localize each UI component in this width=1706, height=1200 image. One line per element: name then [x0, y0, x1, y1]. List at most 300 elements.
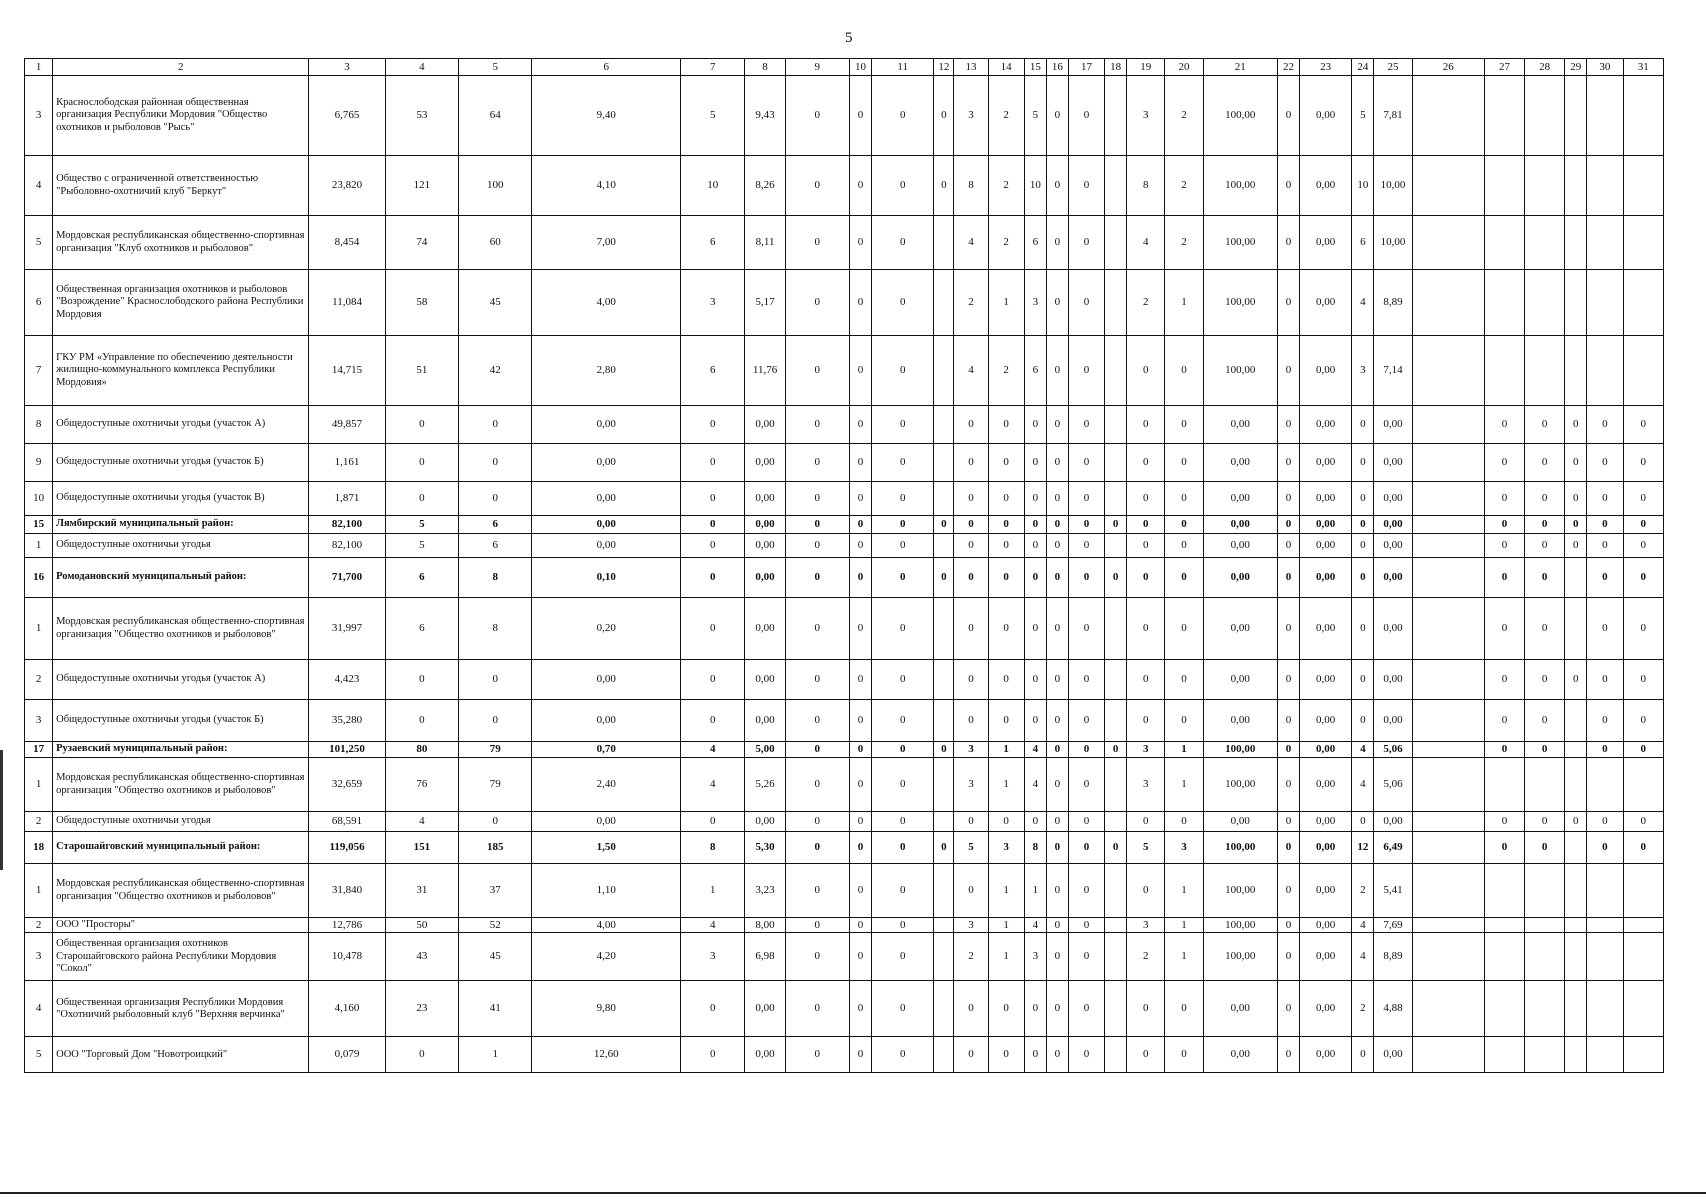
value-cell: 0 [1105, 516, 1127, 534]
value-cell: 0 [681, 660, 745, 700]
value-cell: 0 [1068, 444, 1104, 482]
value-cell: 0 [872, 918, 934, 933]
value-cell [1105, 406, 1127, 444]
value-cell: 0 [849, 270, 871, 336]
value-cell [934, 534, 954, 558]
value-cell: 0 [1352, 598, 1374, 660]
value-cell: 0 [954, 660, 988, 700]
value-cell: 0 [849, 76, 871, 156]
value-cell: 0 [872, 758, 934, 812]
value-cell: 0 [1046, 444, 1068, 482]
value-cell: 80 [385, 742, 458, 758]
value-cell: 0 [1484, 700, 1524, 742]
value-cell: 0 [1587, 516, 1623, 534]
value-cell: 0 [872, 336, 934, 406]
value-cell: 0 [954, 864, 988, 918]
table-row [25, 933, 1664, 981]
value-cell: 0,00 [1374, 444, 1412, 482]
value-cell: 0 [1525, 482, 1565, 516]
value-cell [1623, 1037, 1663, 1073]
value-cell: 2 [1352, 864, 1374, 918]
value-cell: 4 [1024, 758, 1046, 812]
value-cell: 0 [1525, 516, 1565, 534]
value-cell: 0,00 [1300, 270, 1352, 336]
value-cell [1105, 981, 1127, 1037]
value-cell: 0 [1277, 482, 1299, 516]
value-cell: 0 [1484, 558, 1524, 598]
value-cell: 0 [872, 1037, 934, 1073]
scan-left-edge [0, 750, 3, 870]
value-cell [1587, 981, 1623, 1037]
value-cell: 4 [681, 918, 745, 933]
value-cell: 0,00 [1374, 406, 1412, 444]
value-cell: 5,06 [1374, 758, 1412, 812]
value-cell: 100,00 [1203, 336, 1277, 406]
value-cell: 0 [1623, 598, 1663, 660]
value-cell: 0,00 [745, 558, 785, 598]
value-cell: 0 [459, 406, 532, 444]
column-number-cell: 2 [53, 59, 309, 76]
value-cell [1565, 156, 1587, 216]
value-cell: 0 [1105, 558, 1127, 598]
value-cell: 0 [1352, 558, 1374, 598]
value-cell: 0 [849, 742, 871, 758]
value-cell [1105, 336, 1127, 406]
value-cell: 1 [988, 933, 1024, 981]
value-cell: 0 [1127, 864, 1165, 918]
value-cell: 7,14 [1374, 336, 1412, 406]
value-cell: 45 [459, 270, 532, 336]
value-cell: 0 [988, 516, 1024, 534]
value-cell: 5 [385, 534, 458, 558]
value-cell [1105, 76, 1127, 156]
value-cell: 0 [1105, 832, 1127, 864]
value-cell [1623, 918, 1663, 933]
table-row [25, 758, 1664, 812]
value-cell: 0 [459, 482, 532, 516]
value-cell: 0 [849, 832, 871, 864]
column-number-cell: 31 [1623, 59, 1663, 76]
value-cell: 2 [1165, 156, 1203, 216]
value-cell: 0 [1623, 406, 1663, 444]
value-cell: 0 [1277, 933, 1299, 981]
value-cell: 0 [785, 336, 849, 406]
organization-name-cell: Общедоступные охотничьи угодья (участок А) [53, 406, 309, 444]
value-cell [1412, 156, 1484, 216]
value-cell: 0,00 [1300, 660, 1352, 700]
value-cell [1525, 981, 1565, 1037]
value-cell: 5,30 [745, 832, 785, 864]
value-cell: 0 [1525, 598, 1565, 660]
value-cell: 0 [785, 156, 849, 216]
value-cell: 8,454 [309, 216, 385, 270]
value-cell: 3 [681, 933, 745, 981]
value-cell: 58 [385, 270, 458, 336]
value-cell: 0 [954, 534, 988, 558]
value-cell [1412, 832, 1484, 864]
value-cell: 0 [1525, 660, 1565, 700]
value-cell: 0,00 [1374, 482, 1412, 516]
value-cell: 0,00 [1374, 558, 1412, 598]
value-cell: 4 [1352, 758, 1374, 812]
value-cell [934, 482, 954, 516]
value-cell [1105, 156, 1127, 216]
value-cell [1587, 336, 1623, 406]
value-cell: 4 [1127, 216, 1165, 270]
value-cell: 0 [849, 660, 871, 700]
value-cell [1565, 216, 1587, 270]
value-cell: 100 [459, 156, 532, 216]
value-cell [1412, 864, 1484, 918]
value-cell: 100,00 [1203, 270, 1277, 336]
value-cell: 0 [1105, 742, 1127, 758]
value-cell [1484, 864, 1524, 918]
value-cell: 100,00 [1203, 156, 1277, 216]
value-cell [934, 758, 954, 812]
value-cell: 0 [1587, 598, 1623, 660]
value-cell [1623, 270, 1663, 336]
value-cell [1412, 660, 1484, 700]
value-cell: 8 [1024, 832, 1046, 864]
value-cell: 1 [1165, 742, 1203, 758]
value-cell: 8 [459, 598, 532, 660]
value-cell: 0,00 [1300, 76, 1352, 156]
value-cell: 6 [385, 598, 458, 660]
value-cell: 0 [1525, 812, 1565, 832]
value-cell [1484, 156, 1524, 216]
value-cell: 10 [1024, 156, 1046, 216]
value-cell: 0 [1068, 981, 1104, 1037]
value-cell: 0 [1525, 558, 1565, 598]
value-cell: 5 [954, 832, 988, 864]
row-number-cell: 2 [25, 660, 53, 700]
value-cell: 0 [785, 516, 849, 534]
table-row [25, 336, 1664, 406]
value-cell: 0,00 [745, 406, 785, 444]
value-cell: 2 [988, 216, 1024, 270]
value-cell: 0 [1525, 700, 1565, 742]
value-cell: 0 [1024, 598, 1046, 660]
value-cell: 0 [1587, 482, 1623, 516]
value-cell: 0 [988, 444, 1024, 482]
value-cell: 5,00 [745, 742, 785, 758]
value-cell: 2,80 [532, 336, 681, 406]
value-cell: 4 [1024, 742, 1046, 758]
value-cell: 0 [1484, 482, 1524, 516]
value-cell: 0 [1068, 406, 1104, 444]
row-number-cell: 10 [25, 482, 53, 516]
value-cell: 0,00 [1374, 660, 1412, 700]
value-cell [1412, 76, 1484, 156]
column-number-cell: 1 [25, 59, 53, 76]
column-number-cell: 22 [1277, 59, 1299, 76]
value-cell: 1 [1165, 918, 1203, 933]
value-cell: 100,00 [1203, 864, 1277, 918]
value-cell: 0 [954, 812, 988, 832]
value-cell: 0 [872, 700, 934, 742]
row-number-cell: 3 [25, 700, 53, 742]
value-cell [934, 918, 954, 933]
value-cell: 0 [849, 933, 871, 981]
value-cell: 0 [1587, 832, 1623, 864]
value-cell: 0 [385, 482, 458, 516]
value-cell: 0 [1046, 812, 1068, 832]
value-cell: 11,084 [309, 270, 385, 336]
value-cell: 0 [1046, 216, 1068, 270]
value-cell: 0 [849, 700, 871, 742]
value-cell: 37 [459, 864, 532, 918]
value-cell: 0 [1484, 598, 1524, 660]
value-cell: 0 [1127, 336, 1165, 406]
value-cell: 0,00 [1300, 742, 1352, 758]
value-cell [1525, 156, 1565, 216]
value-cell: 0 [1277, 598, 1299, 660]
value-cell: 1 [1165, 758, 1203, 812]
value-cell: 0 [1024, 516, 1046, 534]
value-cell: 0 [1068, 758, 1104, 812]
value-cell: 0 [1352, 406, 1374, 444]
column-number-cell: 16 [1046, 59, 1068, 76]
value-cell: 1 [1165, 933, 1203, 981]
value-cell: 0,00 [1374, 516, 1412, 534]
value-cell: 0 [1352, 660, 1374, 700]
value-cell: 0 [872, 216, 934, 270]
value-cell: 0 [1165, 981, 1203, 1037]
column-number-header-row [25, 59, 1664, 76]
value-cell: 8 [1127, 156, 1165, 216]
value-cell [1412, 700, 1484, 742]
value-cell: 5,26 [745, 758, 785, 812]
value-cell: 0 [1587, 660, 1623, 700]
organization-name-cell: Мордовская республиканская общественно-спортивная организация "Общество охотников и рыболовов" [53, 758, 309, 812]
value-cell: 6 [1352, 216, 1374, 270]
value-cell: 0 [1565, 444, 1587, 482]
value-cell: 0 [1277, 812, 1299, 832]
value-cell: 12,60 [532, 1037, 681, 1073]
value-cell: 82,100 [309, 516, 385, 534]
value-cell: 45 [459, 933, 532, 981]
column-number-cell: 10 [849, 59, 871, 76]
value-cell [1412, 216, 1484, 270]
organization-name-cell: ООО "Торговый Дом "Новотроицкий" [53, 1037, 309, 1073]
value-cell: 0,00 [1203, 482, 1277, 516]
value-cell: 0 [1277, 270, 1299, 336]
organization-name-cell: Ромодановский муниципальный район: [53, 558, 309, 598]
row-number-cell: 16 [25, 558, 53, 598]
value-cell: 0 [934, 742, 954, 758]
value-cell [934, 700, 954, 742]
value-cell: 8 [459, 558, 532, 598]
table-row [25, 482, 1664, 516]
value-cell: 0 [849, 156, 871, 216]
value-cell: 0 [1587, 406, 1623, 444]
value-cell: 0 [872, 156, 934, 216]
value-cell [1105, 918, 1127, 933]
value-cell [1105, 758, 1127, 812]
row-number-cell: 2 [25, 812, 53, 832]
value-cell: 0 [385, 1037, 458, 1073]
value-cell: 7,00 [532, 216, 681, 270]
value-cell: 60 [459, 216, 532, 270]
value-cell: 0 [1068, 156, 1104, 216]
value-cell: 0,00 [1300, 516, 1352, 534]
value-cell: 0 [385, 444, 458, 482]
value-cell: 0 [1127, 660, 1165, 700]
value-cell: 3 [954, 918, 988, 933]
value-cell: 0 [1127, 558, 1165, 598]
table-row [25, 598, 1664, 660]
value-cell: 0 [1623, 700, 1663, 742]
value-cell: 10,00 [1374, 216, 1412, 270]
value-cell: 5 [1127, 832, 1165, 864]
value-cell [1565, 758, 1587, 812]
value-cell: 0,00 [1300, 1037, 1352, 1073]
value-cell: 100,00 [1203, 832, 1277, 864]
value-cell: 2 [1352, 981, 1374, 1037]
value-cell: 0 [934, 156, 954, 216]
row-number-cell: 8 [25, 406, 53, 444]
value-cell: 0 [1068, 812, 1104, 832]
value-cell: 0 [1165, 444, 1203, 482]
value-cell [1623, 864, 1663, 918]
value-cell: 6 [385, 558, 458, 598]
value-cell: 2 [1165, 216, 1203, 270]
column-number-cell: 19 [1127, 59, 1165, 76]
value-cell: 0 [934, 516, 954, 534]
value-cell: 4 [1352, 270, 1374, 336]
value-cell: 0 [1623, 660, 1663, 700]
row-number-cell: 4 [25, 156, 53, 216]
value-cell: 0 [872, 558, 934, 598]
value-cell: 4 [954, 216, 988, 270]
value-cell: 1,871 [309, 482, 385, 516]
organization-name-cell: Общественная организация охотников и рыболовов "Возрождение" Краснослободского района Республики Мордовия [53, 270, 309, 336]
value-cell [1525, 864, 1565, 918]
value-cell: 0 [872, 534, 934, 558]
value-cell [934, 270, 954, 336]
value-cell: 0 [681, 700, 745, 742]
value-cell: 0 [1277, 534, 1299, 558]
value-cell [1623, 981, 1663, 1037]
value-cell [1565, 270, 1587, 336]
value-cell [1484, 933, 1524, 981]
column-number-cell: 27 [1484, 59, 1524, 76]
value-cell: 0 [1165, 660, 1203, 700]
value-cell: 0 [681, 1037, 745, 1073]
value-cell [1587, 270, 1623, 336]
value-cell: 0,00 [745, 812, 785, 832]
value-cell: 0 [1525, 444, 1565, 482]
column-number-cell: 7 [681, 59, 745, 76]
value-cell: 79 [459, 758, 532, 812]
value-cell: 0,00 [1300, 216, 1352, 270]
value-cell: 0 [1623, 742, 1663, 758]
value-cell: 0,00 [1203, 660, 1277, 700]
value-cell: 7,81 [1374, 76, 1412, 156]
value-cell: 10,478 [309, 933, 385, 981]
value-cell: 0 [681, 598, 745, 660]
value-cell: 0 [988, 558, 1024, 598]
value-cell [1587, 758, 1623, 812]
value-cell [934, 444, 954, 482]
value-cell [1623, 76, 1663, 156]
value-cell [934, 864, 954, 918]
value-cell: 3 [1127, 918, 1165, 933]
value-cell: 0 [1046, 1037, 1068, 1073]
value-cell [1565, 558, 1587, 598]
value-cell: 0 [1046, 981, 1068, 1037]
value-cell: 4,160 [309, 981, 385, 1037]
value-cell: 0 [1525, 832, 1565, 864]
value-cell: 0 [1165, 482, 1203, 516]
value-cell: 11,76 [745, 336, 785, 406]
value-cell [1623, 933, 1663, 981]
value-cell: 0,00 [1374, 1037, 1412, 1073]
value-cell: 32,659 [309, 758, 385, 812]
value-cell: 0 [849, 918, 871, 933]
value-cell: 0 [1068, 660, 1104, 700]
value-cell: 0 [1127, 812, 1165, 832]
value-cell: 43 [385, 933, 458, 981]
value-cell: 0 [1352, 812, 1374, 832]
value-cell [1105, 216, 1127, 270]
value-cell: 0,00 [532, 534, 681, 558]
value-cell: 7,69 [1374, 918, 1412, 933]
value-cell: 0 [872, 444, 934, 482]
value-cell: 0 [459, 444, 532, 482]
column-number-cell: 9 [785, 59, 849, 76]
value-cell: 0,079 [309, 1037, 385, 1073]
value-cell: 0,00 [745, 534, 785, 558]
value-cell: 0,00 [1374, 534, 1412, 558]
value-cell: 0 [1068, 598, 1104, 660]
value-cell: 4 [1024, 918, 1046, 933]
value-cell: 0 [1484, 444, 1524, 482]
value-cell [1484, 76, 1524, 156]
value-cell [1565, 700, 1587, 742]
value-cell: 0 [1046, 406, 1068, 444]
table-row [25, 660, 1664, 700]
value-cell: 0,00 [745, 1037, 785, 1073]
value-cell: 8 [681, 832, 745, 864]
value-cell: 0,00 [1300, 832, 1352, 864]
value-cell: 2 [988, 156, 1024, 216]
value-cell: 0 [1352, 444, 1374, 482]
value-cell: 0 [1165, 534, 1203, 558]
value-cell [934, 981, 954, 1037]
column-number-cell: 18 [1105, 59, 1127, 76]
value-cell: 0 [681, 812, 745, 832]
value-cell: 0 [785, 700, 849, 742]
column-number-cell: 29 [1565, 59, 1587, 76]
value-cell: 0 [1068, 270, 1104, 336]
value-cell: 1 [988, 742, 1024, 758]
row-number-cell: 15 [25, 516, 53, 534]
value-cell: 51 [385, 336, 458, 406]
value-cell: 0 [1024, 660, 1046, 700]
value-cell: 0 [385, 700, 458, 742]
organization-name-cell: Краснослободская районная общественная организация Республики Мордовия "Общество охотников и рыболовов "Рысь" [53, 76, 309, 156]
value-cell: 52 [459, 918, 532, 933]
value-cell: 0 [934, 558, 954, 598]
value-cell [1105, 534, 1127, 558]
value-cell: 53 [385, 76, 458, 156]
column-number-cell: 13 [954, 59, 988, 76]
value-cell: 0 [1623, 558, 1663, 598]
value-cell: 0,00 [532, 516, 681, 534]
value-cell: 0 [785, 918, 849, 933]
value-cell: 0 [1165, 598, 1203, 660]
